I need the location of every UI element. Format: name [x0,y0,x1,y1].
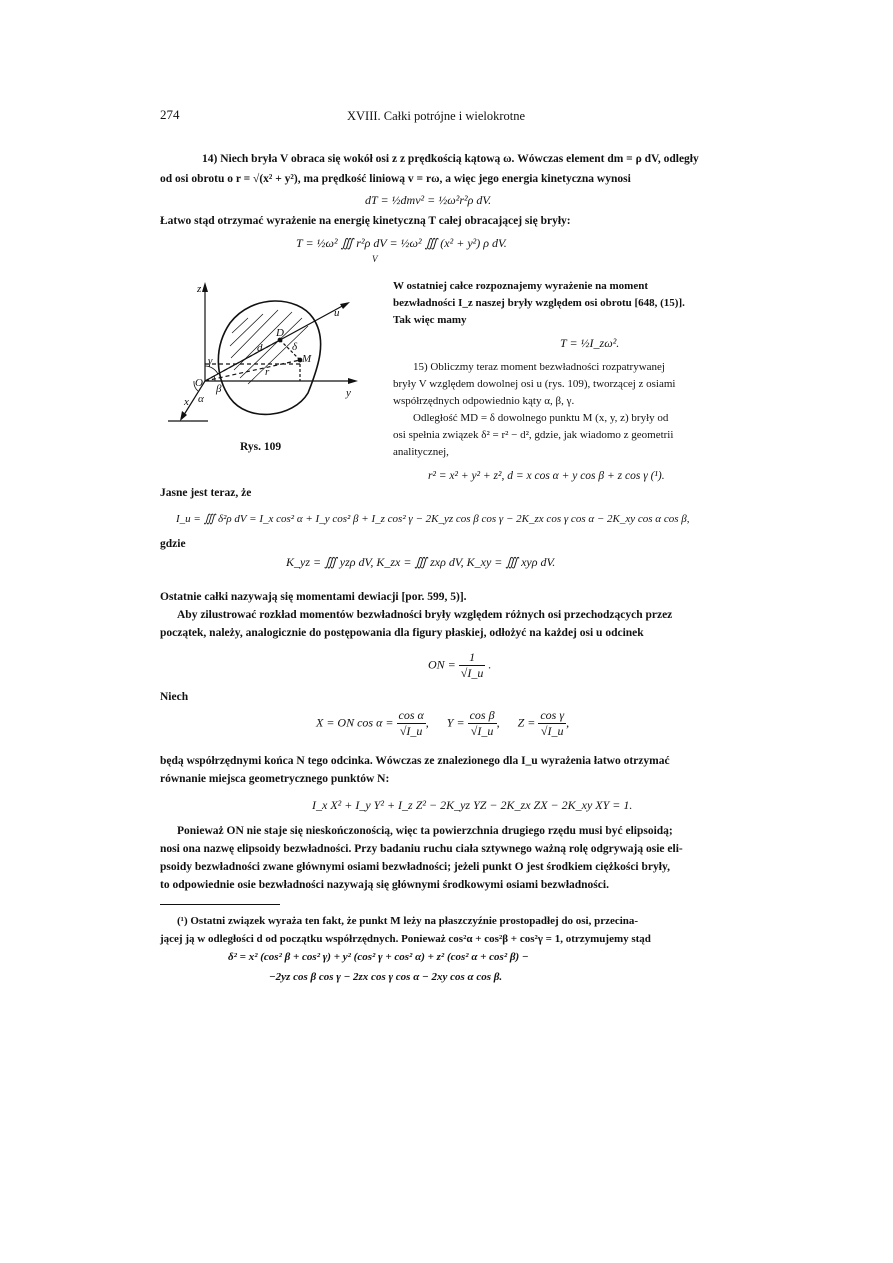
footnote-line4: −2yz cos β cos γ − 2zx cos γ cos α − 2xy cos α cos β. [269,971,503,983]
label-beta: β [216,383,222,395]
label-delta: δ [292,341,298,353]
equation-T-sub: V [372,254,378,264]
word-gdzie: gdzie [160,538,186,550]
paragraph-aby-line1: Aby zilustrować rozkład momentów bezwładności bryły względem różnych osi przechodzących przez [177,609,673,621]
equation-ellipsoid: I_x X² + I_y Y² + I_z Z² − 2K_yz YZ − 2K_zx ZX − 2K_xy XY = 1. [312,798,633,812]
label-alpha: α [198,393,204,405]
y-axis-arrow [348,378,358,384]
label-gamma: γ [208,355,213,367]
label-r: r [265,366,270,378]
equation-dT: dT = ½dmv² = ½ω²r²ρ dV. [365,193,492,207]
footnote-line2: jącej ją w odległości d od początku współrzędnych. Ponieważ cos²α + cos²β + cos²γ = 1, otrzymujemy stąd [160,933,651,945]
u-axis-arrow [340,302,350,309]
equation-ON: ON = $\frac{1}{√I\_u}$ . [428,650,492,680]
label-y: y [346,387,351,399]
label-d: d [257,342,263,354]
equation-T-Iz: T = ½I_zω². [560,336,620,350]
arc-gamma [205,366,218,374]
footnote-line3: δ² = x² (cos² β + cos² γ) + y² (cos² γ + cos² α) + z² (cos² α + cos² β) − [228,951,529,963]
paragraph-ponie-line1: Ponieważ ON nie staje się nieskończonością, więc ta powierzchnia drugiego rzędu musi być elipsoidą; [177,825,673,837]
paragraph-beda-line1: będą współrzędnymi końca N tego odcinka. Wówczas ze znalezionego dla I_u wyrażenia łatwo otrzymać [160,755,670,767]
p15-line3: współrzędnych odpowiednio kąty α, β, γ. [393,395,575,407]
equation-T: T = ½ω² ∭ r²ρ dV = ½ω² ∭ (x² + y²) ρ dV. [296,236,507,250]
paragraph-beda-line2: równanie miejsca geometrycznego punktów N: [160,773,390,785]
word-niech: Niech [160,691,189,703]
chapter-title: XVIII. Całki potrójne i wielokrotne [347,109,526,123]
p14-line2: od osi obrotu o r = √(x² + y²), ma prędkość liniową v = rω, a więc jego energia kinetyczna wynosi [160,173,631,185]
figure-109 [168,278,373,438]
label-u: u [334,307,340,319]
label-O: O [195,377,203,389]
label-x: x [184,396,189,408]
right-line3: Tak więc mamy [393,314,467,326]
p14-line1: 14) Niech bryła V obraca się wokół osi z z prędkością kątową ω. Wówczas element dm = ρ dV, odległy [202,153,699,165]
page-number: 274 [160,107,180,122]
right-line2: bezwładności I_z naszej bryły względem osi obrotu [648, (15)]. [393,297,685,309]
p15-line6: analitycznej, [393,446,449,458]
paragraph-ponie-line3: psoidy bezwładności zwane głównymi osiami bezwładności; jeżeli punkt O jest środkiem ciężkości bryły, [160,861,670,873]
label-M: M [302,353,312,365]
p15-line2: bryły V względem dowolnej osi u (rys. 109), tworzącej z osiami [393,378,676,390]
paragraph-latwo: Łatwo stąd otrzymać wyrażenie na energię kinetyczną T całej obracającej się bryły: [160,215,571,227]
equation-r-d: r² = x² + y² + z², d = x cos α + y cos β + z cos γ (¹). [428,470,665,482]
label-z: z [197,283,202,295]
z-axis-arrow [202,282,208,292]
paragraph-ostatnie: Ostatnie całki nazywają się momentami dewiacji [por. 599, 5)]. [160,591,467,603]
paragraph-ponie-line2: nosi ona nazwę elipsoidy bezwładności. Przy badaniu ruchu ciała sztywnego ważną rolę odgrywają osie eli- [160,843,683,855]
p15-line1: 15) Obliczmy teraz moment bezwładności rozpatrywanej [413,361,665,373]
paragraph-jasne: Jasne jest teraz, że [160,487,252,499]
paragraph-ponie-line4: to odpowiednie osie bezwładności nazywają się głównymi środkowymi osiami bezwładności. [160,879,609,891]
equation-Iu: I_u = ∭ δ²ρ dV = I_x cos² α + I_y cos² β + I_z cos² γ − 2K_yz cos β cos γ − 2K_zx cos γ cos α − 2K_xy cos α cos β, [176,513,690,525]
equation-XYZ: X = ON cos α = $\frac{\text{cos α}}{√I\_u}$ , Y = $\frac{\text{cos β}}{√I\_u}$ , Z = $\frac{\text{cos γ}}{√I\_u}$ , [316,708,570,738]
equation-K: K_yz = ∭ yzρ dV, K_zx = ∭ zxρ dV, K_xy = ∭ xyρ dV. [286,555,556,569]
p15-line5: osi spełnia związek δ² = r² − d², gdzie, jak wiadomo z geometrii [393,429,674,441]
label-D: D [276,327,284,339]
figure-caption: Rys. 109 [240,441,282,453]
p15-line4: Odległość MD = δ dowolnego punktu M (x, y, z) bryły od [413,412,669,424]
right-line1: W ostatniej całce rozpoznajemy wyrażenie na moment [393,280,648,292]
footnote-line1: (¹) Ostatni związek wyraża ten fakt, że punkt M leży na płaszczyźnie prostopadłej do osi, przecina- [177,915,639,927]
footnote-rule [160,904,280,905]
paragraph-aby-line2: początek, należy, analogicznie do postępowania dla figury płaskiej, odłożyć na każdej osi u odcinek [160,627,644,639]
